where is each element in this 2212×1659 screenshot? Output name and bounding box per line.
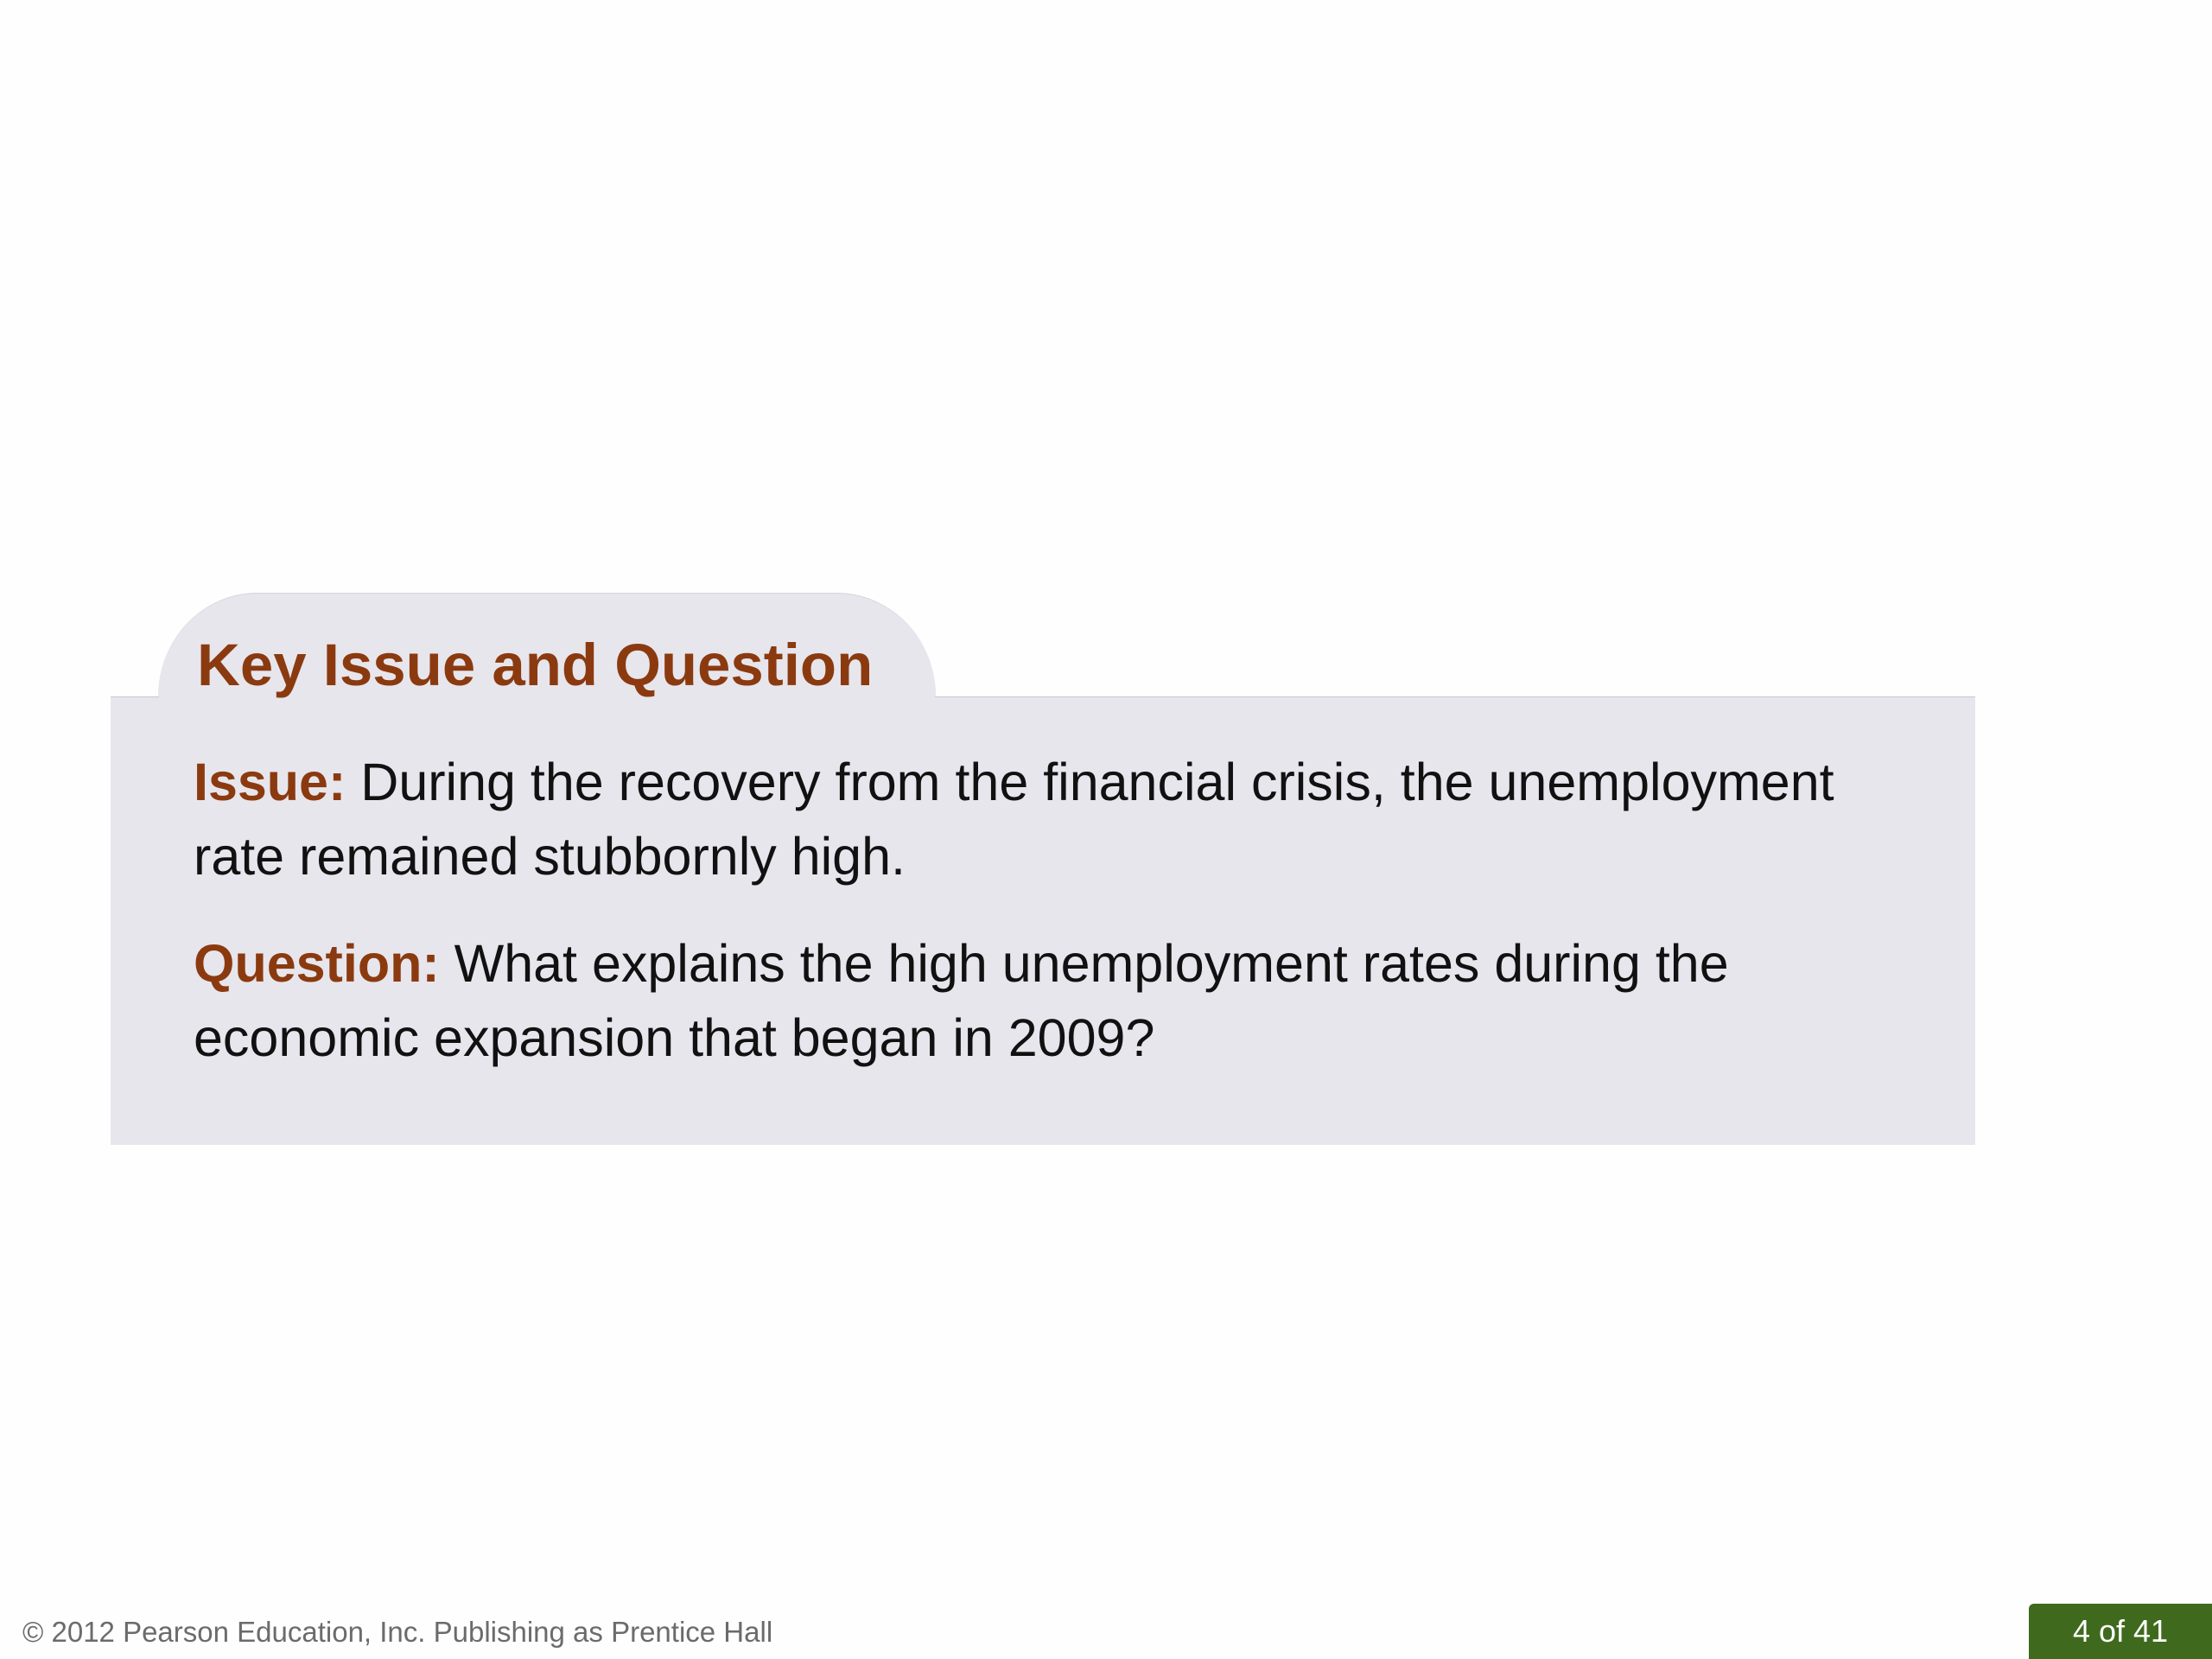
panel-title: Key Issue and Question xyxy=(197,632,874,698)
question-label: Question: xyxy=(194,934,440,993)
page-indicator: 4 of 41 xyxy=(2029,1604,2212,1659)
copyright-notice: © 2012 Pearson Education, Inc. Publishing as Prentice Hall xyxy=(22,1616,773,1648)
issue-text: During the recovery from the financial crisis, the unemployment rate remained stubbornly high. xyxy=(194,753,1834,886)
issue-label: Issue: xyxy=(194,753,346,811)
question-text: What explains the high unemployment rates during the economic expansion that began in 2009? xyxy=(194,934,1729,1067)
issue-paragraph xyxy=(194,745,1939,893)
question-paragraph xyxy=(194,926,1939,1075)
